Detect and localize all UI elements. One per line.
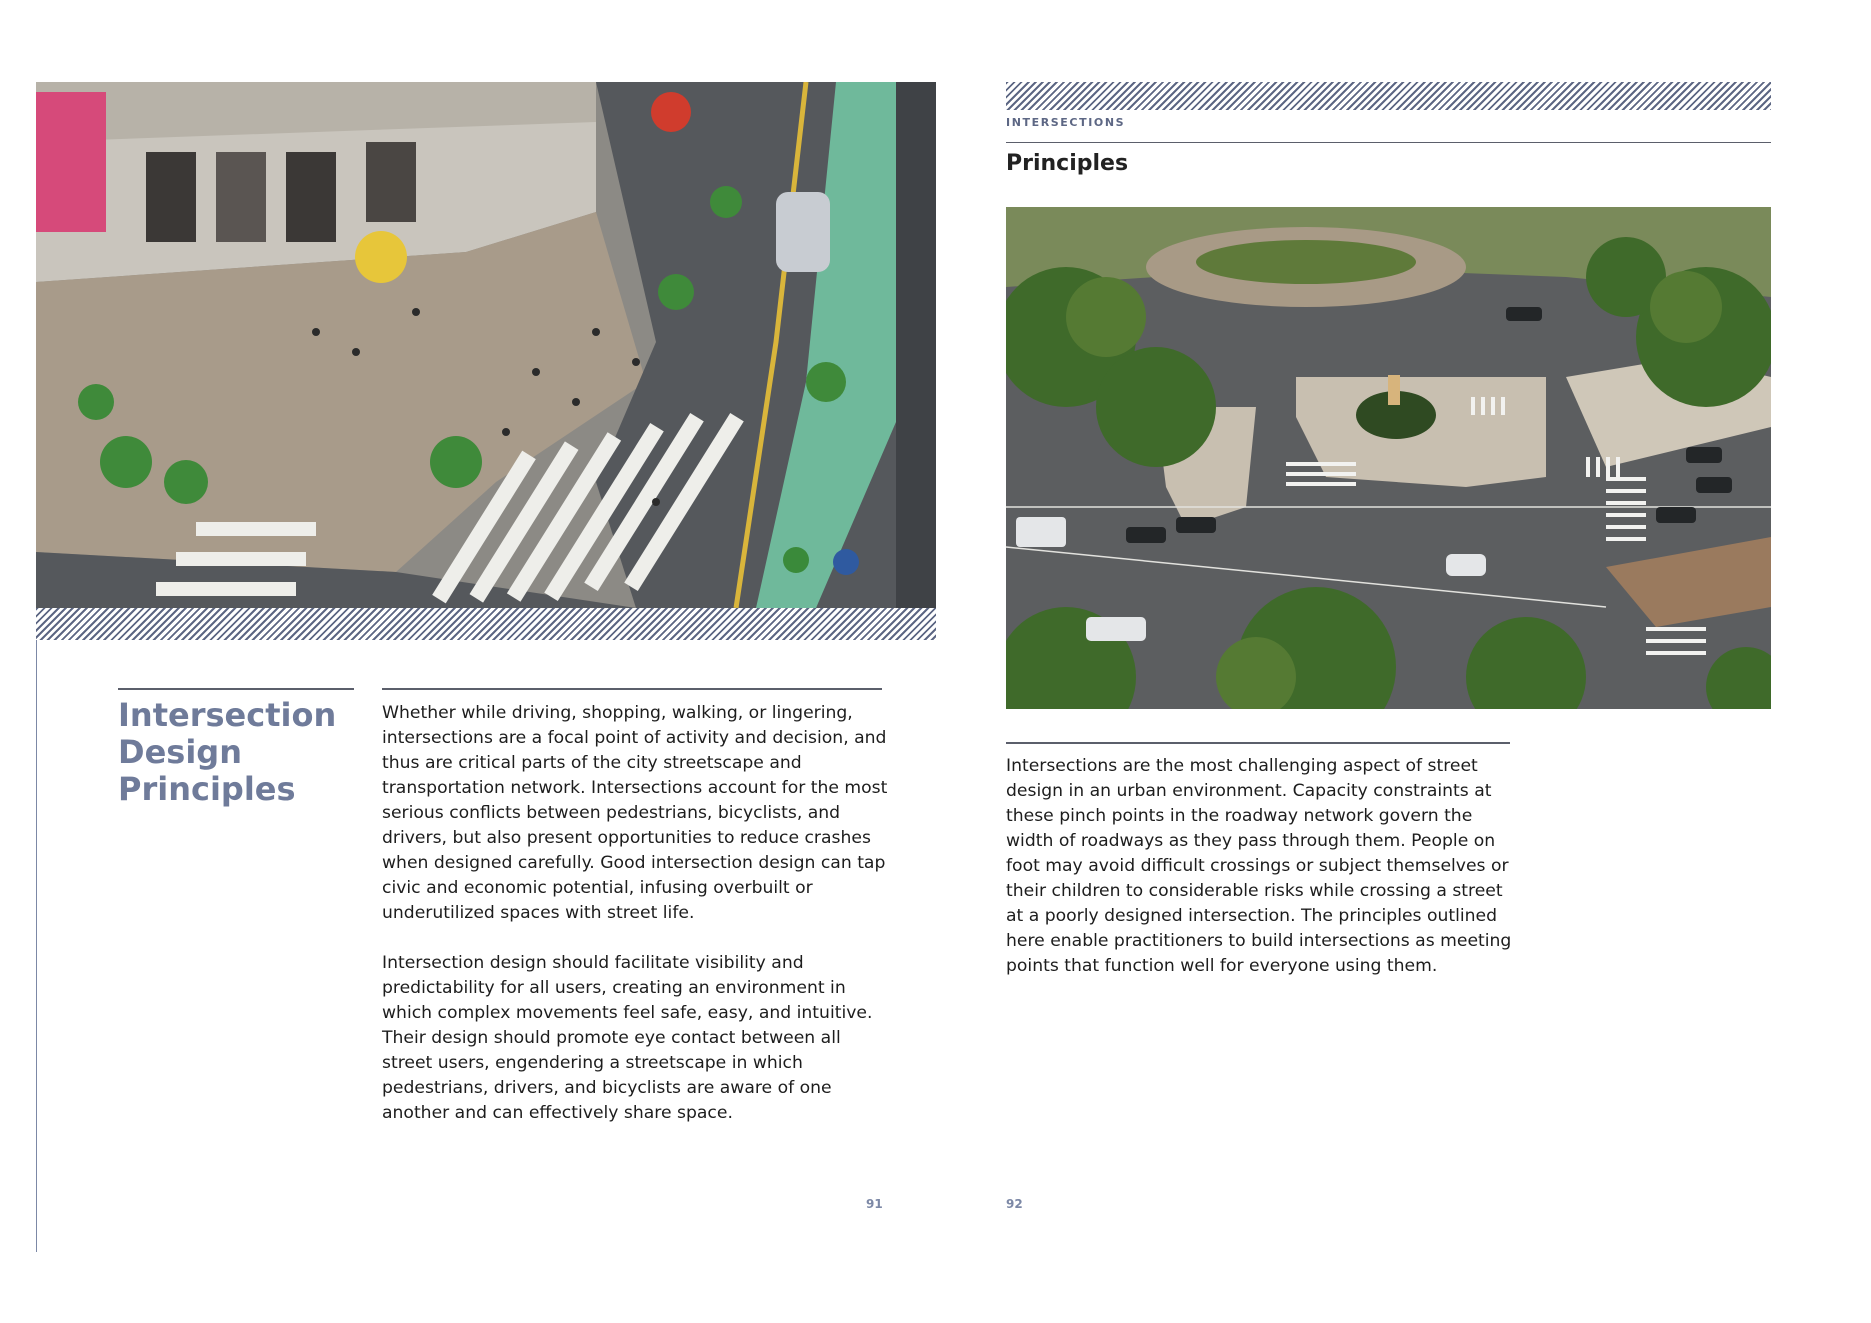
kicker-rule [1006, 142, 1771, 143]
heading-rule [118, 688, 354, 690]
page-number-left: 91 [866, 1197, 883, 1211]
body-paragraph: Whether while driving, shopping, walking, or lingering, intersections are a focal point of activity and decision, and thus are critical parts of the city streetscape and transportation network. Intersections account for the most serious conflicts between pedestrians, bicyclists, and drivers, but also present opportunities to reduce crashes when designed carefully. Good intersection design can tap civic and economic potential, infusing overbuilt or underutilized spaces with street life. [382, 703, 888, 923]
body-rule-left [382, 688, 882, 690]
body-paragraph: Intersections are the most challenging aspect of street design in an urban environment. Capacity constraints at these pinch points in the roadway network govern the width of roadways as they pass through them. People on foot may avoid difficult crossings or subject themselves or their children to considerable risks while crossing a street at a poorly designed intersection. The principles outlined here enable practitioners to build intersections as meeting points that function well for everyone using them. [1006, 756, 1512, 976]
page-heading [118, 697, 348, 808]
section-kicker: INTERSECTIONS [1006, 116, 1126, 129]
page-number-right: 92 [1006, 1197, 1023, 1211]
body-rule-right [1006, 742, 1510, 744]
heading-line: Design [118, 733, 242, 771]
hatch-strip-left [36, 608, 936, 640]
street-plaza-photo [36, 82, 936, 608]
body-paragraph: Intersection design should facilitate visibility and predictability for all users, creating an environment in which complex movements feel safe, easy, and intuitive. Their design should promote eye contact between all street users, engendering a streetscape in which pedestrians, drivers, and bicyclists are aware of one another and can effectively share space. [382, 953, 873, 1123]
right-body-text [1006, 754, 1516, 1004]
intersection-monument-photo [1006, 207, 1771, 709]
left-body-text [382, 701, 892, 1151]
hatch-strip-right [1006, 82, 1771, 110]
heading-line: Intersection [118, 696, 337, 734]
heading-line: Principles [118, 770, 296, 808]
section-title: Principles [1006, 151, 1129, 176]
